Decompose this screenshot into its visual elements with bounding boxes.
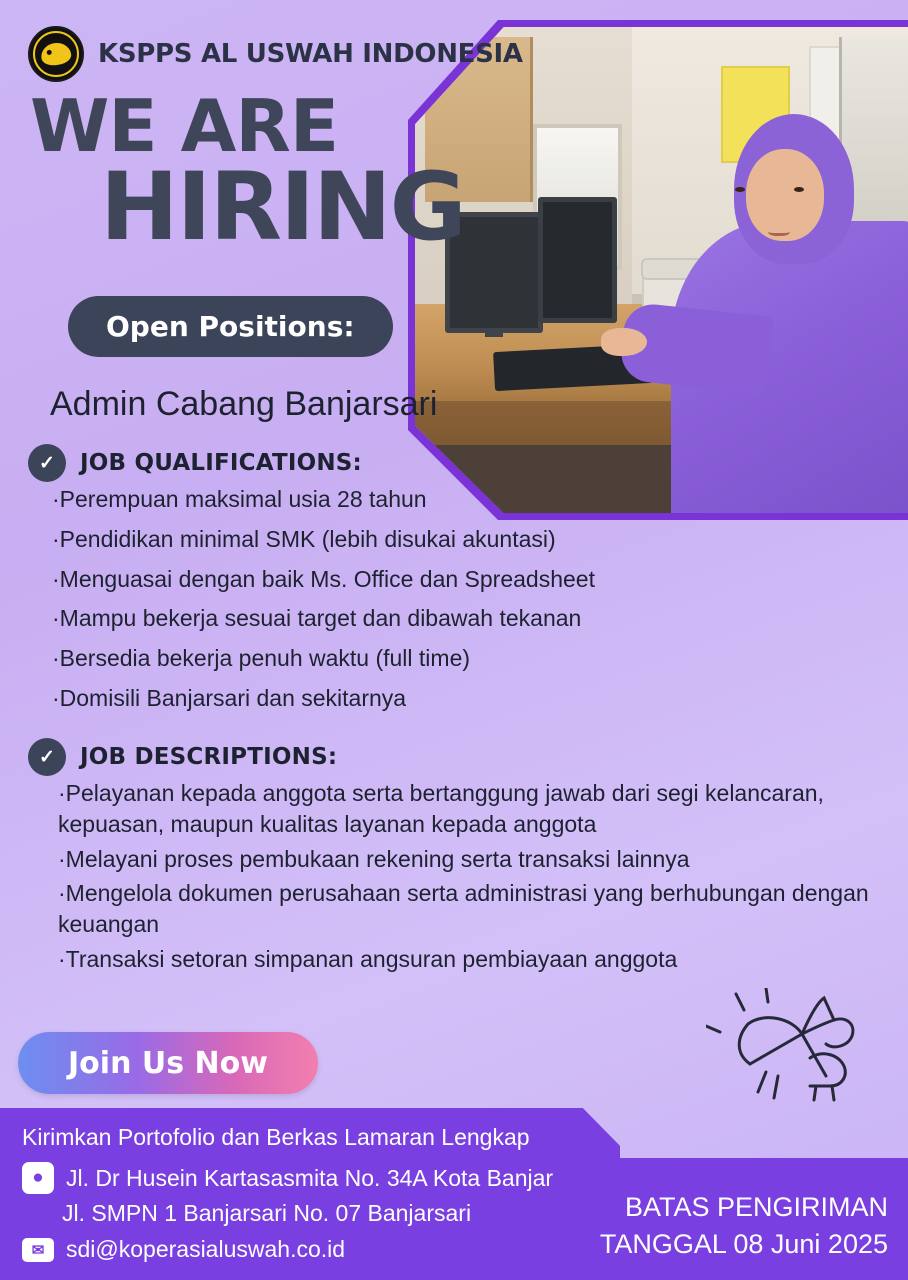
deadline-line-2: TANGGAL 08 Juni 2025 bbox=[599, 1228, 888, 1259]
list-item: ·Menguasai dengan baik Ms. Office dan Spreadsheet bbox=[52, 565, 595, 592]
office-photo-panel bbox=[408, 20, 908, 520]
job-descriptions-title: JOB DESCRIPTIONS: bbox=[80, 744, 338, 770]
headline-line-1: WE ARE bbox=[30, 84, 339, 168]
megaphone-doodle-icon bbox=[706, 988, 886, 1108]
job-qualifications-heading bbox=[28, 444, 362, 482]
email-line[interactable] bbox=[22, 1236, 345, 1263]
brand-header bbox=[28, 26, 523, 82]
list-item: ·Pendidikan minimal SMK (lebih disukai akuntasi) bbox=[52, 525, 556, 552]
office-worker-photo bbox=[415, 27, 908, 513]
photo-person-smile bbox=[768, 226, 790, 236]
list-item: ·Perempuan maksimal usia 28 tahun bbox=[52, 486, 427, 512]
list-item: ·Pelayanan kepada anggota serta bertanggung jawab dari segi kelancaran, kepuasan, maupun kualitas layanan kepada anggota bbox=[58, 780, 824, 837]
address-line-2 bbox=[62, 1200, 471, 1227]
eagle-logo-icon bbox=[28, 26, 84, 82]
join-us-now-button[interactable]: Join Us Now bbox=[18, 1032, 318, 1094]
brand-name: KSPPS AL USWAH INDONESIA bbox=[98, 39, 523, 69]
list-item: ·Melayani proses pembukaan rekening serta transaksi lainnya bbox=[58, 845, 690, 872]
list-item: ·Domisili Banjarsari dan sekitarnya bbox=[52, 685, 407, 712]
job-qualifications-list bbox=[52, 484, 842, 723]
position-title: Admin Cabang Banjarsari bbox=[50, 385, 438, 423]
open-positions-pill: Open Positions: bbox=[68, 296, 393, 357]
footer-note: Kirimkan Portofolio dan Berkas Lamaran Lengkap bbox=[22, 1124, 530, 1150]
email-text: sdi@koperasialuswah.co.id bbox=[66, 1236, 346, 1262]
location-pin-icon: ● bbox=[22, 1162, 54, 1194]
headline-line-2: HIRING bbox=[100, 153, 465, 263]
deadline-line-1: BATAS PENGIRIMAN bbox=[624, 1192, 888, 1223]
job-qualifications-title: JOB QUALIFICATIONS: bbox=[80, 450, 362, 476]
job-descriptions-heading bbox=[28, 738, 337, 776]
check-circle-icon: ✓ bbox=[28, 444, 66, 482]
job-descriptions-list bbox=[58, 778, 898, 979]
deadline-block bbox=[600, 1189, 888, 1262]
list-item: ·Mampu bekerja sesuai target dan dibawah tekanan bbox=[52, 605, 582, 632]
list-item: ·Bersedia bekerja penuh waktu (full time) bbox=[52, 645, 471, 672]
address-line-2-text: Jl. SMPN 1 Banjarsari No. 07 Banjarsari bbox=[62, 1200, 472, 1226]
envelope-icon: ✉ bbox=[22, 1238, 54, 1262]
list-item: ·Mengelola dokumen perusahaan serta administrasi yang berhubungan dengan keuangan bbox=[58, 880, 869, 938]
address-line-1 bbox=[22, 1162, 553, 1194]
list-item: ·Transaksi setoran simpanan angsuran pembiayaan anggota bbox=[58, 946, 678, 973]
footer bbox=[0, 1108, 908, 1280]
check-circle-icon: ✓ bbox=[28, 738, 66, 776]
photo-person-hand bbox=[601, 328, 647, 356]
headline bbox=[30, 84, 465, 263]
photo-monitor-secondary bbox=[538, 197, 617, 323]
address-line-1-text: Jl. Dr Husein Kartasasmita No. 34A Kota Banjar bbox=[66, 1164, 554, 1191]
